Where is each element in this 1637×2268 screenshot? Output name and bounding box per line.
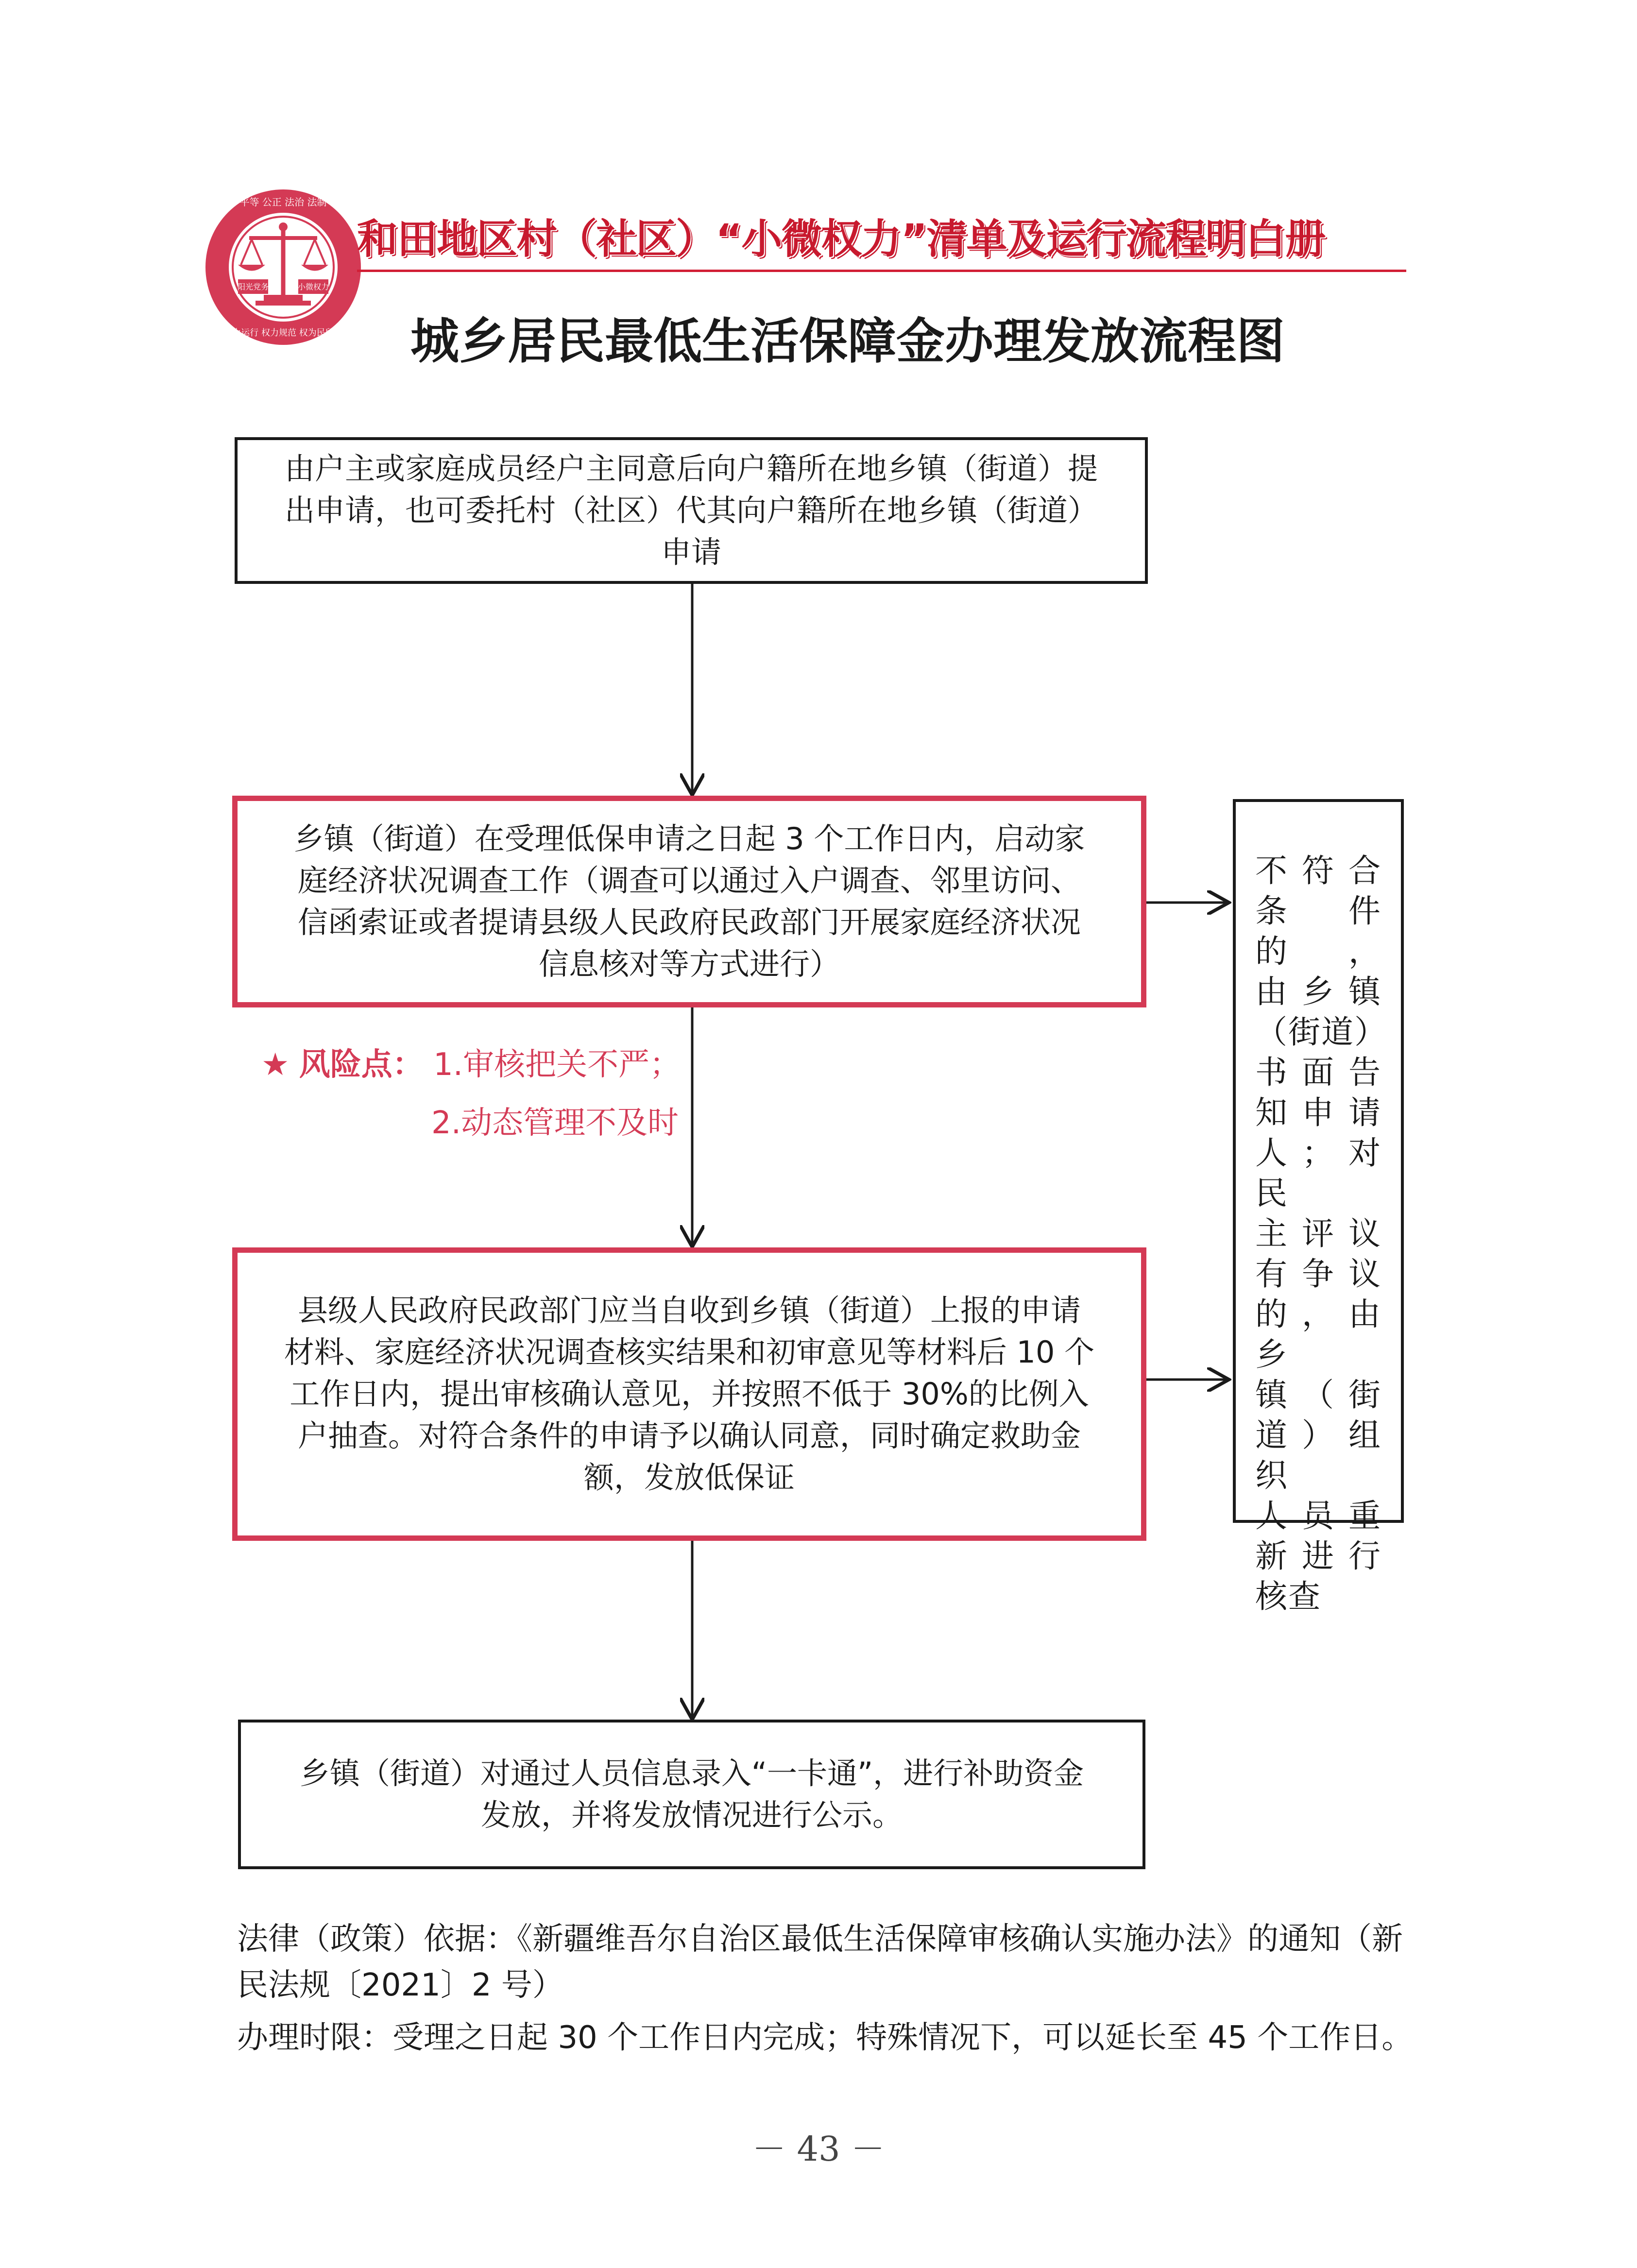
- side-line: 镇（街: [1255, 1376, 1381, 1414]
- risk-item-1: 1.审核把关不严；: [433, 1047, 681, 1083]
- side-line: 知申请: [1255, 1094, 1381, 1131]
- star-icon: ★: [261, 1047, 290, 1083]
- step3-line: 户抽查。对符合条件的申请予以确认同意，同时确定救助金: [297, 1418, 1081, 1453]
- side-line: 有争议: [1255, 1255, 1381, 1293]
- side-line: 书面告: [1255, 1054, 1381, 1091]
- step2-line: 庭经济状况调查工作（调查可以通过入户调查、邻里访问、: [297, 863, 1081, 898]
- step4-line: 乡镇（街道）对通过人员信息录入“一卡通”，进行补助资金: [299, 1756, 1084, 1791]
- step4-payment-box: [238, 1720, 1145, 1869]
- side-line: 核查: [1255, 1578, 1321, 1615]
- side-line: 新进行: [1255, 1537, 1381, 1575]
- page-title: 城乡居民最低生活保障金办理发放流程图: [410, 313, 1285, 370]
- step3-line: 材料、家庭经济状况调查核实结果和初审意见等材料后 10 个: [284, 1334, 1095, 1370]
- side-line: （街道）: [1255, 1013, 1387, 1051]
- step4-line: 发放，并将发放情况进行公示。: [480, 1797, 903, 1833]
- step3-line: 工作日内，提出审核确认意见，并按照不低于 30%的比例入: [290, 1376, 1089, 1412]
- legal-basis-line-1: 法律（政策）依据：《新疆维吾尔自治区最低生活保障审核确认实施办法》的通知（新: [237, 1921, 1403, 1957]
- side-line: 道）组织: [1255, 1416, 1381, 1494]
- processing-time-limit: 办理时限：受理之日起 30 个工作日内完成；特殊情况下，可以延长至 45 个工作日。: [237, 2020, 1413, 2056]
- logo-left-badge: 阳光党务: [237, 282, 269, 291]
- legal-basis-line-2: 民法规〔2021〕2 号）: [237, 1967, 563, 2003]
- page-number: － 43 －: [752, 2129, 885, 2169]
- legal-basis: [237, 1916, 1422, 2009]
- step1-line: 出申请，也可委托村（社区）代其向户籍所在地乡镇（街道）: [284, 493, 1098, 528]
- side-rejection-box: [1233, 799, 1404, 1615]
- side-line: 条件的，: [1255, 892, 1381, 970]
- step3-line: 县级人民政府民政部门应当自收到乡镇（街道）上报的申请: [297, 1293, 1081, 1328]
- risk-item-2: 2.动态管理不及时: [431, 1105, 679, 1141]
- side-line: 的，由乡: [1255, 1296, 1381, 1373]
- logo-ring-bottom: 权力运行 权力规范 权为民所用: [223, 328, 343, 338]
- step2-line: 信息核对等方式进行）: [538, 946, 840, 982]
- step1-application-box: [235, 437, 1148, 584]
- step1-line: 申请: [661, 534, 721, 570]
- side-line: 人；对民: [1255, 1134, 1381, 1212]
- side-line: 人员重: [1255, 1497, 1381, 1535]
- step2-investigation-box: [232, 796, 1146, 1007]
- step2-line: 信函索证或者提请县级人民政府民政部门开展家庭经济状况: [297, 904, 1081, 940]
- logo-ring-top: 平等 公正 法治 法制: [239, 196, 327, 208]
- side-line: 不符合: [1255, 852, 1381, 889]
- logo-right-badge: 小微权力: [297, 282, 329, 291]
- risk-label: 风险点：: [299, 1047, 424, 1083]
- risk-point: [261, 1040, 681, 1084]
- series-title: 和田地区村（社区）“小微权力”清单及运行流程明白册: [357, 215, 1325, 263]
- step2-line: 乡镇（街道）在受理低保申请之日起 3 个工作日内，启动家: [293, 821, 1085, 856]
- side-line: 主评议: [1255, 1215, 1381, 1252]
- risk-point-2: [431, 1098, 679, 1143]
- side-line: 由乡镇: [1255, 973, 1381, 1010]
- step3-review-box: [232, 1247, 1146, 1541]
- step1-line: 由户主或家庭成员经户主同意后向户籍所在地乡镇（街道）提: [284, 451, 1098, 486]
- step3-line: 额，发放低保证: [583, 1460, 795, 1495]
